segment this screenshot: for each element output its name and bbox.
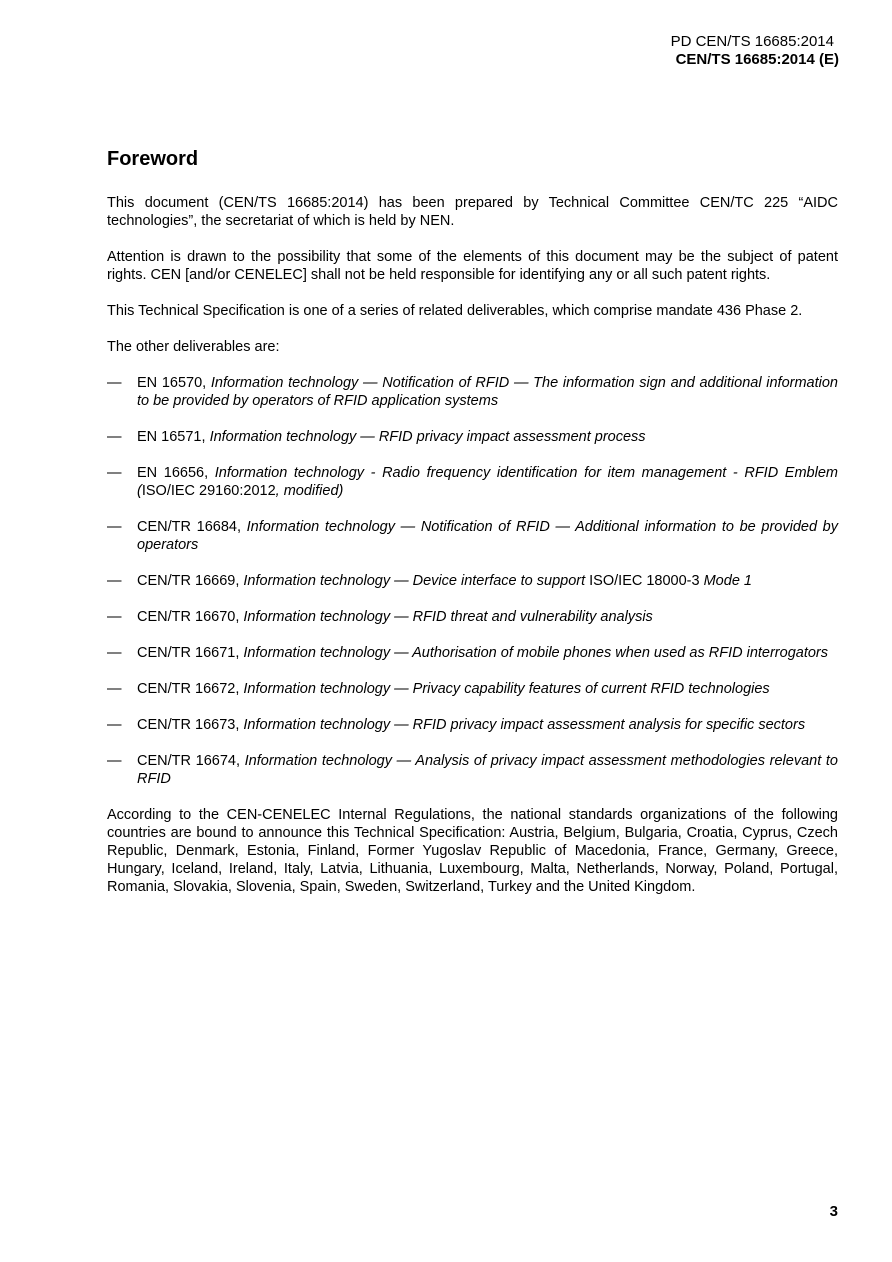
deliverable-ref: CEN/TR 16672,	[137, 681, 244, 697]
deliverable-title: Information technology — RFID privacy impact assessment analysis for specific sectors	[243, 717, 806, 733]
deliverable-title: Information technology — RFID privacy impact assessment process	[209, 429, 646, 445]
list-dash: —	[107, 681, 122, 697]
deliverable-ref: CEN/TR 16673,	[137, 717, 244, 733]
deliverable-iso-reference: ISO/IEC 18000-3	[589, 573, 700, 589]
paragraph-patent-rights: Attention is drawn to the possibility that some of the elements of this document may be the subject of patent rights. CEN [and/or CENELEC] shall not be held responsible for identifying any or all such patent rights.	[107, 249, 838, 283]
list-item	[107, 752, 838, 788]
list-dash: —	[107, 717, 122, 733]
list-item	[107, 680, 838, 698]
deliverable-title-suffix: Mode 1	[699, 573, 752, 589]
deliverable-ref: EN 16656,	[137, 465, 215, 481]
deliverable-ref: CEN/TR 16670,	[137, 609, 244, 625]
deliverables-list	[107, 374, 838, 788]
list-item	[107, 608, 838, 626]
list-dash: —	[107, 429, 122, 445]
deliverable-ref: CEN/TR 16684,	[137, 519, 247, 535]
deliverable-ref: EN 16571,	[137, 429, 210, 445]
deliverable-title: Information technology — Notification of RFID — Additional information to be provided by operators	[137, 519, 838, 553]
list-dash: —	[107, 573, 122, 589]
list-dash: —	[107, 465, 122, 481]
list-item	[107, 572, 838, 590]
paragraph-deliverables-intro: The other deliverables are:	[107, 339, 280, 355]
header-document-reference: PD CEN/TS 16685:2014	[670, 33, 834, 50]
list-dash: —	[107, 519, 122, 535]
deliverable-title: Information technology — Analysis of privacy impact assessment methodologies relevant to RFID	[137, 753, 838, 787]
paragraph-national-standards: According to the CEN-CENELEC Internal Regulations, the national standards organizations of the following countries are bound to announce this Technical Specification: Austria, Belgium, Bulgaria, Croatia, Cyprus, Czech Republic, Denmark, Estonia, Finland, Former Yugoslav Republic of Macedonia, France, Germany, Greece, Hungary, Iceland, Ireland, Italy, Latvia, Lithuania, Luxembourg, Malta, Netherlands, Norway, Poland, Portugal, Romania, Slovakia, Slovenia, Spain, Sweden, Switzerland, Turkey and the United Kingdom.	[107, 807, 838, 895]
list-item	[107, 428, 838, 446]
page-number: 3	[829, 1203, 838, 1220]
list-item	[107, 644, 838, 662]
list-dash: —	[107, 753, 122, 769]
deliverable-title: Information technology — Authorisation of mobile phones when used as RFID interrogators	[243, 645, 828, 661]
list-item	[107, 518, 838, 554]
deliverable-title: Information technology — RFID threat and vulnerability analysis	[243, 609, 653, 625]
deliverable-ref: CEN/TR 16671,	[137, 645, 244, 661]
deliverable-ref: CEN/TR 16669,	[137, 573, 244, 589]
list-item	[107, 716, 838, 734]
list-dash: —	[107, 609, 122, 625]
header-standard-identifier: CEN/TS 16685:2014 (E)	[675, 51, 839, 68]
list-item	[107, 464, 838, 500]
deliverable-title: Information technology — Notification of RFID — The information sign and additional information to be provided by operators of RFID application systems	[137, 375, 838, 409]
deliverable-iso-reference: ISO/IEC 29160:2012	[141, 483, 276, 499]
deliverable-title: Information technology - Radio frequency identification for item management - RFID Emblem (	[137, 465, 838, 499]
deliverable-title: Information technology — Device interface to support	[243, 573, 590, 589]
list-dash: —	[107, 645, 122, 661]
paragraph-prepared-by: This document (CEN/TS 16685:2014) has been prepared by Technical Committee CEN/TC 225 “AIDC technologies”, the secretariat of which is held by NEN.	[107, 195, 838, 229]
list-item	[107, 374, 838, 410]
deliverable-ref: EN 16570,	[137, 375, 211, 391]
deliverable-title: Information technology — Privacy capability features of current RFID technologies	[243, 681, 770, 697]
list-dash: —	[107, 375, 122, 391]
deliverable-ref: CEN/TR 16674,	[137, 753, 245, 769]
deliverable-title-suffix: , modified)	[275, 483, 344, 499]
paragraph-series: This Technical Specification is one of a series of related deliverables, which comprise mandate 436 Phase 2.	[107, 303, 803, 319]
page-title: Foreword	[107, 148, 199, 170]
foreword-body	[107, 194, 838, 914]
